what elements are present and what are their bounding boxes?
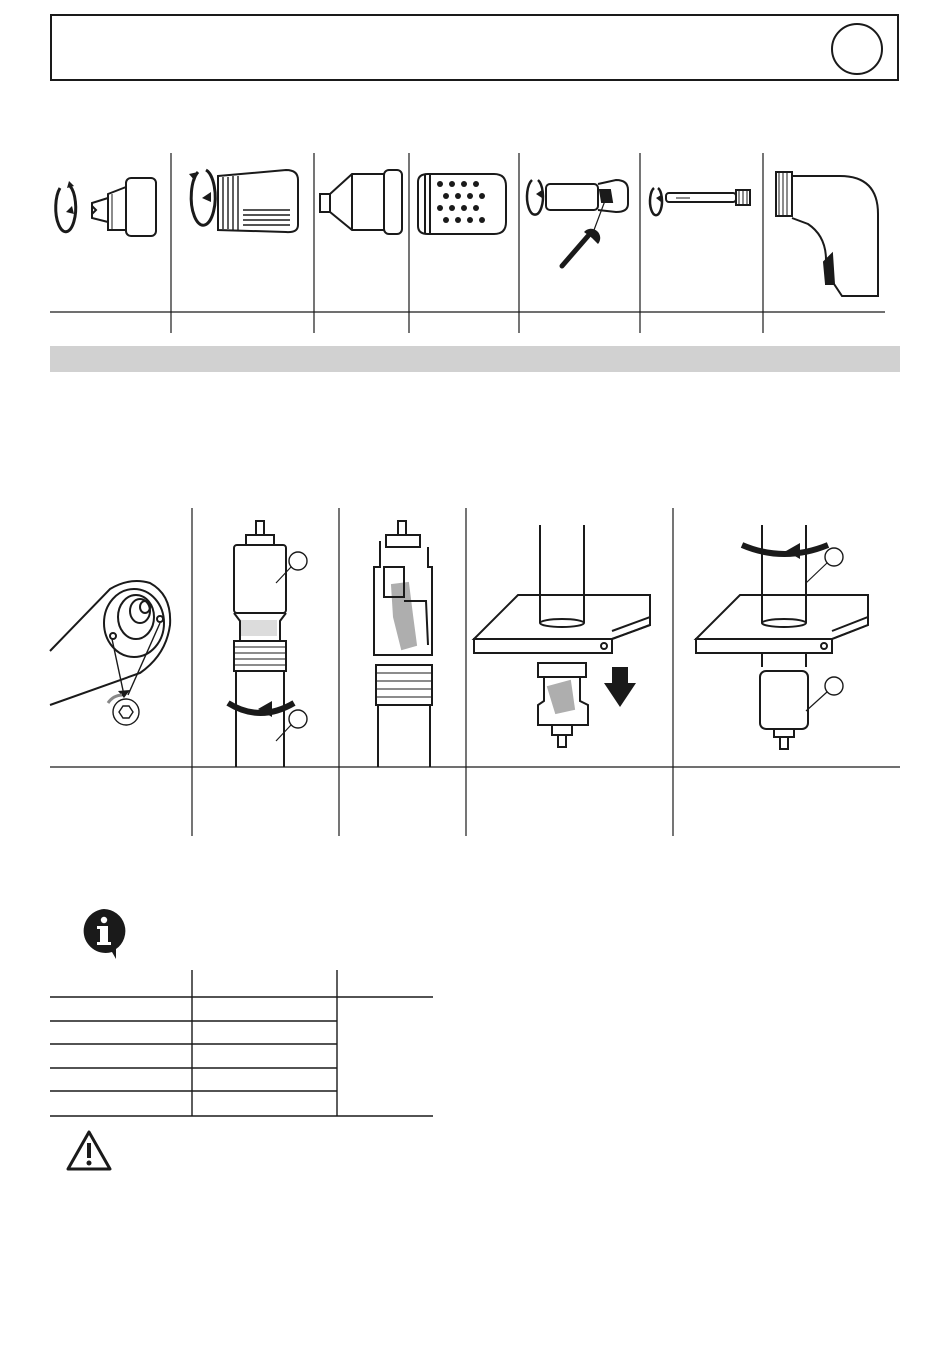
- spec-table: [0, 970, 950, 1130]
- reassemble-sleeve-step-icon: [696, 525, 868, 749]
- torch-handle-part-icon: [776, 172, 878, 296]
- header-box: [50, 14, 899, 81]
- exposed-head-step-icon: [374, 521, 432, 767]
- swirl-ring-part-icon: [418, 174, 506, 234]
- warning-triangle-icon: [65, 1128, 115, 1174]
- press-through-plate-step-icon: [474, 525, 650, 747]
- section-heading-bar: [50, 346, 900, 372]
- torx-screw-step-icon: [50, 581, 170, 725]
- info-icon: [78, 905, 138, 965]
- electrode-part-icon: [527, 180, 628, 266]
- language-badge: [831, 23, 883, 75]
- unscrew-sleeve-step-icon: [228, 521, 307, 767]
- torch-tube-part-icon: [650, 188, 750, 215]
- nozzle-part-icon: [56, 178, 156, 236]
- steps-row: [0, 505, 950, 845]
- parts-row: [0, 150, 950, 350]
- retaining-cap-part-icon: [189, 170, 298, 232]
- shield-cap-part-icon: [320, 170, 402, 234]
